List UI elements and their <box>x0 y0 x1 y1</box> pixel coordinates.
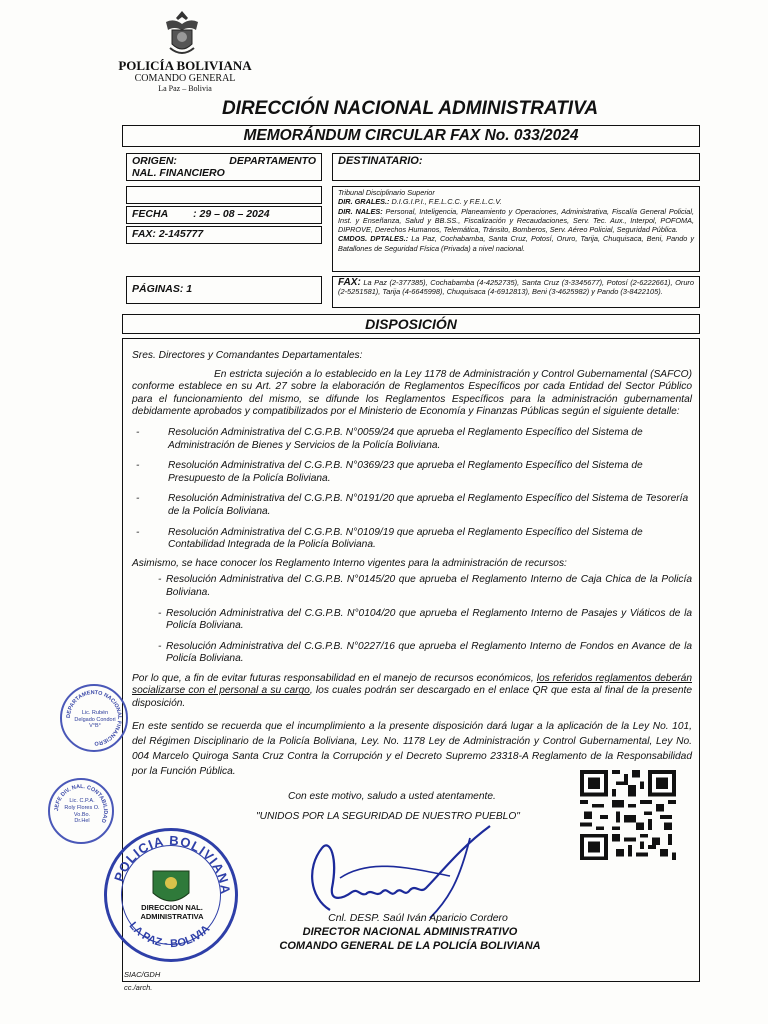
police-seal-stamp <box>104 828 238 962</box>
fax-box <box>126 226 322 244</box>
body-content <box>132 350 692 824</box>
list-item: - Resolución Administrativa del C.G.P.B. N°0104/20 que aprueba el Reglamento Interno de Pasajes y Viáticos de la Policía Boliviana. <box>158 607 692 632</box>
recipient-nales: DIR. NALES: Personal, Inteligencia, Planeamiento y Operaciones, Administrativa, Fiscalía General Policial, Inst. y Enseñanza, Salud y BB.SS., Fiscalización y Recaudaciones, Serv. Tec. Aux., Interpol, POFOMA, DIPROVE, Derechos Humanos, Telemática, Tránsito, Bomberos, Serv. Aéreo Policial, Seguridad Pública. <box>338 206 694 235</box>
footer-ref-2: cc./arch. <box>124 983 153 992</box>
memo-title: MEMORÁNDUM CIRCULAR FAX No. 033/2024 <box>243 127 579 144</box>
fax-numbers: La Paz (2-377385), Cochabamba (4-4252735), Santa Cruz (3-3345677), Potosí (2-6222661), Oruro (2-5251581), Tarija (4-6645998), Chuquisaca (4-6912813), Beni (3-4625982) y Pando (3-8422105). <box>338 278 694 297</box>
fax-numbers-box <box>332 276 700 308</box>
svg-text:LA PAZ - BOLIVIA <box>127 920 213 950</box>
disposition-title: DISPOSICIÓN <box>365 316 457 332</box>
stamp-ring-text: DEPARTAMENTO NACIONAL FINANCIERO <box>65 689 123 747</box>
socialize-emphasis: los referidos reglamentos deberán socializarse con el personal a su cargo <box>132 672 692 697</box>
pages-label: PÁGINAS: 1 <box>132 283 193 295</box>
origin-label: ORIGEN: <box>132 155 177 167</box>
date-value: : 29 – 08 – 2024 <box>193 208 270 220</box>
seal-bottom-text: LA PAZ - BOLIVIA <box>126 919 213 951</box>
signer-command: COMANDO GENERAL DE LA POLICÍA BOLIVIANA <box>279 940 541 952</box>
footer-ref-1: SIAC/GDH <box>124 970 161 979</box>
stamp-inner: Lic. C.P.A. Roly Flores O. Vo.Bo. Dr.Hel <box>64 798 100 825</box>
seal-top-text: POLICIA BOLIVIANA <box>111 832 234 896</box>
date-label: FECHA <box>132 208 169 220</box>
recipients-box <box>332 186 700 272</box>
accounting-stamp <box>48 778 114 844</box>
recipient-grales: DIR. GRALES.: D.I.G.I.P.I., F.E.L.C.C. y F.E.L.C.V. <box>338 197 502 207</box>
list-item: - Resolución Administrativa del C.G.P.B. N°0145/20 que aprueba el Reglamento Interno de Caja Chica de la Policía Boliviana. <box>158 574 692 598</box>
directorate-title: DIRECCIÓN NACIONAL ADMINISTRATIVA <box>221 98 599 119</box>
internal-intro: Asimismo, se hace conocer los Reglamento Interno vigentes para la administración de recursos: <box>132 557 567 569</box>
intro-paragraph: En estricta sujeción a lo establecido en la Ley 1178 de Administración y Control Gubernamental (SAFCO) conforme establece en su Art. 27 sobre la elaboración de Reglamentos Específicos por cada Entidad del Sector Público para el funcionamiento del mismo, se difunde los Reglamentos Específicos para la administración gubernamental debidamente aprobados y compatibilizados por el Ministerio de Economía y Finanzas Públicas según el siguiente detalle: <box>132 368 692 418</box>
origin-value-1: DEPARTAMENTO <box>229 155 316 167</box>
date-box <box>126 206 322 224</box>
regulations-list <box>136 427 692 552</box>
motto: "UNIDOS POR LA SEGURIDAD DE NUESTRO PUEBLO" <box>256 811 520 823</box>
internal-list <box>158 574 692 666</box>
closing-line: Con este motivo, saludo a usted atentamente. <box>288 790 496 802</box>
qr-code[interactable] <box>580 770 676 860</box>
recipient-tribunal: Tribunal Disciplinario Superior <box>338 188 435 197</box>
list-item: - Resolución Administrativa del C.G.P.B. N°0191/20 que aprueba el Reglamento Específico del Sistema de Tesorería de la Policía Boliviana. <box>136 493 689 517</box>
memo-title-box <box>122 125 700 147</box>
financial-dept-stamp <box>60 684 128 752</box>
salutation: Sres. Directores y Comandantes Departamentales: <box>132 350 363 361</box>
pages-box <box>126 276 322 304</box>
signer-title: DIRECTOR NACIONAL ADMINISTRATIVO <box>302 926 518 938</box>
seal-inner-text: DIRECCION NAL. ADMINISTRATIVA <box>140 903 204 921</box>
org-city: La Paz – Bolivia <box>158 84 212 93</box>
origin-box <box>126 153 322 181</box>
list-item: - Resolución Administrativa del C.G.P.B. N°0109/19 que aprueba el Reglamento Específico del Sistema de Contabilidad Integrada de la Policía Boliviana. <box>136 526 643 551</box>
list-item: - Resolución Administrativa del C.G.P.B. N°0227/16 que aprueba el Reglamento Interno de Fondos en Avance de la Policía Boliviana. <box>158 640 692 665</box>
list-item: - Resolución Administrativa del C.G.P.B. N°0369/23 que aprueba el Reglamento Específico del Sistema de Presupuesto de la Policía Boliviana. <box>136 460 643 484</box>
socialize-paragraph: Por lo que, a fin de evitar futuras responsabilidad en el manejo de recursos económicos, los referidos reglamentos deberán socializarse con el personal a su cargo, los cuales podrán ser descargado en el enlace QR que esta al final de la presente disposición. <box>132 672 692 710</box>
fax-numbers-label: FAX: <box>338 277 361 288</box>
recipient-cmdos: CMDOS. DPTALES.: La Paz, Cochabamba, Santa Cruz, Potosí, Oruro, Tarija, Chuquisaca, Beni, Pando y Batallones de Seguridad Física (Privada) a nivel nacional. <box>338 234 695 253</box>
stamp-inner: Lic. Rubén Delgado Condori V°B° <box>74 710 116 729</box>
compliance-paragraph: En este sentido se recuerda que el incumplimiento a la presente disposición dará lugar a la aplicación de la Ley No. 101, del Régimen Disciplinario de la Policía Boliviana, Ley. No. 1178 Ley de Administración y Control Gubernamental, Ley No. 004 Marcelo Quiroga Santa Cruz Contra la Corrupción y el Decreto Supremo 23318-A Reglamento de la Responsabilidad por la Función Pública. <box>132 720 692 777</box>
list-item: - Resolución Administrativa del C.G.P.B. N°0059/24 que aprueba el Reglamento Específico del Sistema de Administración de Bienes y Servicios de la Policía Boliviana. <box>136 426 643 451</box>
police-emblem-icon <box>160 8 204 58</box>
recipient-box <box>332 153 700 181</box>
origin-value-2: NAL. FINANCIERO <box>132 167 225 179</box>
recipient-label: DESTINATARIO: <box>338 155 423 167</box>
disposition-title-box <box>122 314 700 334</box>
org-command: COMANDO GENERAL <box>134 73 236 84</box>
signer-name: Cnl. DESP. Saúl Iván Aparicio Cordero <box>328 912 508 924</box>
fax-label: FAX: 2-145777 <box>132 228 204 240</box>
stamp-ring-text: JEFE DIV. NAL. CONTABILIDAD <box>53 783 109 824</box>
blank-box <box>126 186 322 204</box>
org-name: POLICÍA BOLIVIANA <box>118 58 252 73</box>
